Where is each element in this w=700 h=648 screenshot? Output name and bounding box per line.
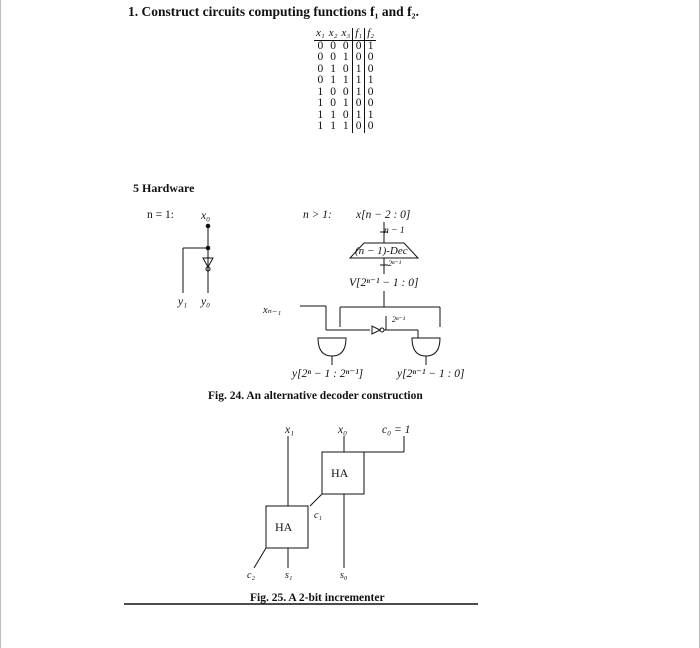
and-gate-right bbox=[412, 338, 440, 356]
truth-table-cell: 1 bbox=[342, 51, 349, 63]
header-f1: f₁ bbox=[353, 28, 365, 40]
n1-branch-dot bbox=[206, 246, 210, 250]
bus-width-right: 2ⁿ⁻¹ bbox=[392, 315, 406, 324]
truth-table-cell: 1 bbox=[330, 120, 336, 132]
header-f2: f₂ bbox=[365, 28, 377, 40]
output-right-label: y[2ⁿ⁻¹ − 1 : 0] bbox=[397, 368, 465, 380]
header-x2: x₂ bbox=[328, 27, 338, 39]
truth-table-cell: 0 bbox=[353, 98, 365, 110]
truth-table-cell: 0 bbox=[353, 121, 365, 133]
truth-table-cell: 0 bbox=[353, 52, 365, 64]
fig24-n1-circuit bbox=[183, 224, 213, 293]
truth-table-cell: 0 bbox=[330, 51, 336, 63]
truth-table-cell: 1 bbox=[342, 120, 349, 132]
question-title: 1. Construct circuits computing functions f₁ and f₂. bbox=[128, 4, 419, 19]
fig25-circuit bbox=[254, 436, 404, 568]
sum-s0: s₀ bbox=[340, 570, 348, 581]
section-heading: 5 Hardware bbox=[133, 181, 195, 195]
truth-table-cell: 1 bbox=[330, 108, 336, 121]
bus-width-decoder-out: 2ⁿ⁻¹ bbox=[388, 259, 402, 268]
truth-table-cell: 0 bbox=[317, 39, 324, 52]
truth-table-cell: 0 bbox=[342, 39, 349, 52]
truth-table-cell: 1 bbox=[365, 75, 377, 87]
truth-table-cell: 0 bbox=[330, 85, 336, 98]
truth-table-cell: 0 bbox=[330, 39, 336, 52]
carry-c1: c₁ bbox=[314, 510, 322, 521]
input-x0: x₀ bbox=[338, 424, 348, 436]
ha-bottom-label: HA bbox=[275, 520, 293, 534]
n1-input-x0: x₀ bbox=[201, 210, 211, 222]
truth-table-cell: 0 bbox=[342, 108, 349, 121]
truth-table-cell: 0 bbox=[365, 87, 377, 99]
bus-width-top: n − 1 bbox=[384, 226, 405, 236]
sum-s1: s₁ bbox=[285, 570, 293, 581]
header-x1: x₁ bbox=[316, 27, 325, 39]
truth-table-cell: 0 bbox=[330, 97, 336, 109]
truth-table-cell: 0 bbox=[353, 40, 365, 52]
truth-table-cell: 1 bbox=[365, 40, 377, 52]
truth-table-cell: 0 bbox=[317, 74, 324, 86]
truth-table-cell: 1 bbox=[317, 108, 324, 121]
truth-table-cell: 0 bbox=[317, 62, 324, 75]
input-bus-label: x[n − 2 : 0] bbox=[356, 209, 411, 221]
truth-table-cell: 1 bbox=[353, 64, 365, 76]
n1-output-y1: y₁ bbox=[178, 296, 188, 308]
truth-table-cell: 1 bbox=[353, 75, 365, 87]
ha-top-label: HA bbox=[331, 466, 349, 480]
truth-table-cell: 1 bbox=[330, 74, 336, 86]
decoder-label: (n − 1)-Dec bbox=[355, 245, 408, 257]
fig25-caption: Fig. 25. A 2-bit incrementer bbox=[250, 592, 385, 604]
truth-table-cell: 1 bbox=[342, 74, 349, 86]
fig24-caption: Fig. 24. An alternative decoder construction bbox=[208, 390, 423, 402]
truth-table-cell: 0 bbox=[365, 52, 377, 64]
v-bus-label: V[2ⁿ⁻¹ − 1 : 0] bbox=[349, 277, 419, 289]
truth-table-cell: 1 bbox=[365, 110, 377, 122]
truth-table-cell: 0 bbox=[365, 98, 377, 110]
header-x3: x₃ bbox=[339, 28, 352, 40]
truth-table-cell: 0 bbox=[317, 51, 324, 63]
n1-output-y0: y₀ bbox=[201, 296, 211, 308]
truth-table-cell: 0 bbox=[365, 121, 377, 133]
input-x1: x₁ bbox=[285, 424, 295, 436]
truth-table-cell: 1 bbox=[317, 85, 324, 98]
truth-table-cell: 1 bbox=[317, 120, 324, 132]
truth-table-cell: 1 bbox=[330, 62, 336, 75]
xn1-label: xₙ₋₁ bbox=[263, 305, 282, 316]
carry-c2: c₂ bbox=[247, 570, 255, 581]
carry-in-c0: c₀ = 1 bbox=[382, 424, 411, 436]
truth-table-cell: 0 bbox=[342, 62, 349, 75]
c1-wire bbox=[310, 494, 322, 506]
truth-table-cell: 1 bbox=[317, 97, 324, 109]
truth-table-cell: 1 bbox=[353, 87, 365, 99]
truth-table-cell: 0 bbox=[342, 85, 349, 98]
c2-wire bbox=[254, 548, 266, 568]
truth-table-cell: 1 bbox=[353, 110, 365, 122]
output-left-label: y[2ⁿ − 1 : 2ⁿ⁻¹] bbox=[292, 368, 364, 380]
ngt1-label: n > 1: bbox=[303, 209, 332, 221]
n1-label: n = 1: bbox=[147, 209, 174, 221]
truth-table-cell: 0 bbox=[365, 64, 377, 76]
fig24-ngt1-circuit bbox=[300, 222, 440, 365]
and-gate-left bbox=[318, 338, 346, 356]
truth-table-cell: 1 bbox=[342, 97, 349, 109]
inverter-icon bbox=[372, 326, 380, 334]
